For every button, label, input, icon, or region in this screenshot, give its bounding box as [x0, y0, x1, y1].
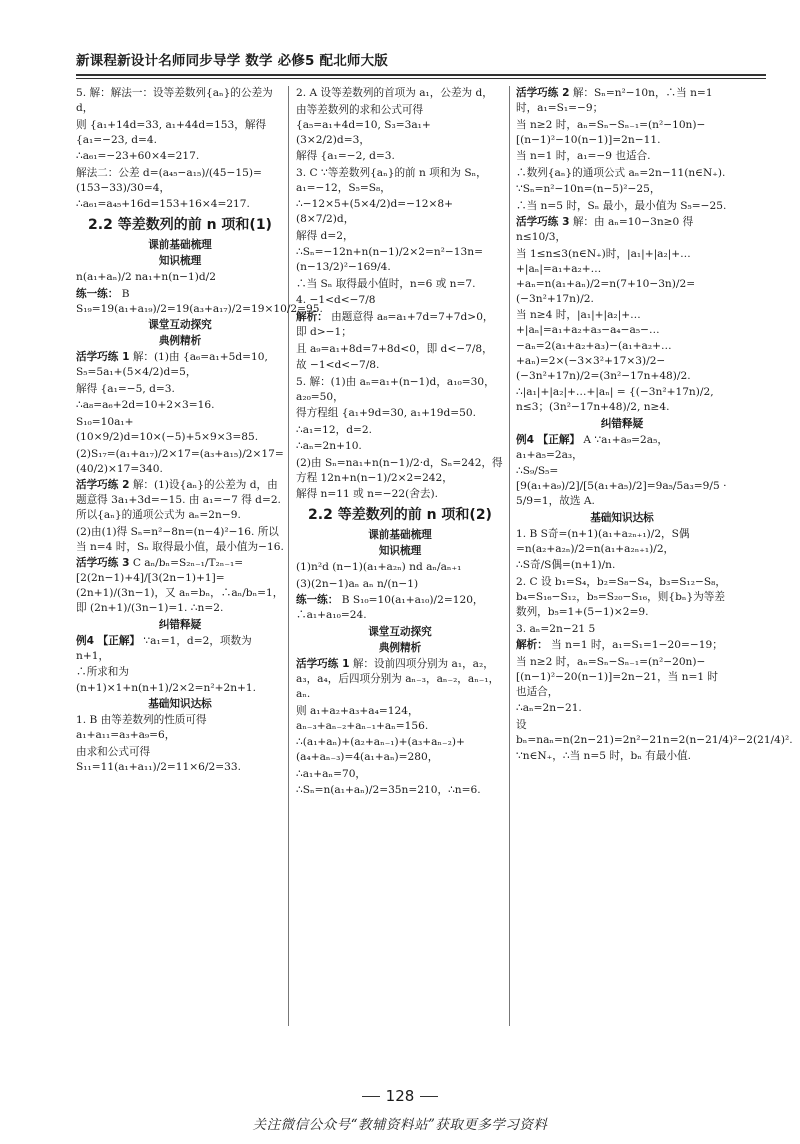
text-column-3 — [516, 86, 793, 1026]
paragraph — [516, 149, 728, 164]
paragraph — [516, 385, 728, 415]
paragraph — [296, 456, 504, 486]
paragraph-text: (3)(2n−1)aₙ aₙ n/(n−1) — [296, 577, 419, 590]
paragraph-text: ∴a₁=12，d=2. — [296, 423, 373, 436]
paragraph-text: (1)n²d (n−1)(a₁+a₂ₙ) nd aₙ/aₙ₊₁ — [296, 561, 462, 574]
paragraph — [516, 655, 728, 700]
paragraph-text: ∴−12×5+(5×4/2)d=−12×8+(8×7/2)d， — [296, 198, 454, 226]
paragraph — [296, 166, 504, 196]
paragraph-text: ∴aₙ=2n−21. — [516, 702, 582, 715]
subsection-heading: 基础知识达标 — [148, 698, 212, 711]
paragraph-text: 当 n≥2 时，aₙ=Sₙ−Sₙ₋₁=(n²−10n)−[(n−1)²−10(n−1)]=2n−11. — [516, 118, 706, 146]
paragraph-text: 解：(1)设{aₙ}的公差为 d，由题意得 3a₁+3d=−15. 由 a₁=−7 得 d=2. 所以{aₙ}的通项公式为 aₙ=2n−9. — [76, 479, 281, 522]
paragraph — [76, 415, 284, 445]
paragraph — [76, 745, 284, 775]
paragraph-text: B S₁₉=19(a₁+a₁₉)/2=19(a₃+a₁₇)/2=19×10/2=95. — [76, 287, 323, 315]
paragraph — [296, 197, 504, 227]
paragraph — [296, 103, 504, 148]
exercise-label: 活学巧练 3 — [76, 557, 130, 570]
paragraph — [296, 245, 504, 275]
paragraph-text: 且 a₉=a₁+8d=7+8d<0，即 d<−7/8， — [296, 342, 493, 355]
paragraph — [76, 478, 284, 523]
subsection-heading: 课前基础梳理 — [148, 239, 212, 252]
header-rule — [76, 74, 766, 76]
paragraph — [76, 713, 284, 743]
paragraph — [296, 593, 504, 623]
exercise-label: 活学巧练 3 — [516, 216, 570, 229]
paragraph — [516, 215, 728, 245]
paragraph-text: 设 bₙ=naₙ=n(2n−21)=2n²−21n=2(n−21/4)²−2(21/4)². — [516, 718, 793, 746]
paragraph-text: 3. C ∵等差数列{aₙ}的前 n 项和为 Sₙ，a₁=−12，S₅=S₈， — [296, 166, 487, 194]
exercise-label: 活学巧练 1 — [296, 657, 350, 670]
column-divider — [288, 86, 289, 1026]
header-rule-thin — [76, 78, 766, 79]
paragraph — [296, 487, 504, 502]
paragraph — [516, 247, 728, 307]
paragraph — [296, 86, 504, 101]
paragraph — [296, 735, 504, 765]
paragraph — [296, 342, 504, 357]
paragraph-text: ∴S奇/S偶=(n+1)/n. — [516, 559, 616, 572]
paragraph-text: 则 {a₁+14d=33, a₁+44d=153，解得 {a₁=−23, d=4. — [76, 118, 267, 146]
paragraph-text: 5. 解：(1)由 aₙ=a₁+(n−1)d，a₁₀=30，a₂₀=50， — [296, 375, 495, 403]
paragraph — [296, 577, 504, 592]
paragraph-text: 4. −1<d<−7/8 — [296, 294, 376, 307]
paragraph-text: 5. 解：解法一：设等差数列{aₙ}的公差为 d， — [76, 87, 273, 115]
exercise-label: 解析： — [516, 639, 548, 652]
paragraph-text: 解：由 aₙ=10−3n≥0 得 n≤10/3， — [516, 216, 694, 244]
paragraph-text: ∴数列{aₙ}的通项公式 aₙ=2n−11(n∈N₊). — [516, 166, 726, 179]
paragraph-text: ∴S₉/S₅=[9(a₁+a₉)/2]/[5(a₁+a₅)/2]=9a₅/5a₃=9/5 · 5/9=1，故选 A. — [516, 465, 727, 508]
paragraph — [516, 575, 728, 620]
paragraph-text: ∴aₙ=2n+10. — [296, 440, 362, 453]
paragraph-text: 当 n=1 时，a₁=−9 也适合. — [516, 150, 651, 163]
paragraph — [76, 118, 284, 148]
paragraph-text: ∴a₆₁=−23+60×4=217. — [76, 150, 200, 163]
paragraph — [296, 406, 504, 421]
paragraph-text: 解得 {a₁=−2, d=3. — [296, 150, 395, 163]
paragraph-text: ∴所求和为 (n+1)×1+n(n+1)/2×2=n²+2n+1. — [76, 666, 257, 694]
paragraph — [516, 527, 728, 557]
paragraph-text: ∴Sₙ=−12n+n(n−1)/2×2=n²−13n=(n−13/2)²−169/4. — [296, 246, 483, 274]
subsection-heading: 课堂互动探究 — [148, 319, 212, 332]
paragraph-text: ∴当 Sₙ 取得最小值时，n=6 或 n=7. — [296, 277, 476, 290]
paragraph — [296, 293, 504, 308]
subsection-heading: 纠错释疑 — [600, 417, 644, 430]
paragraph-text: 解：Sₙ=n²−10n，∴当 n=1 时，a₁=S₁=−9； — [516, 87, 713, 115]
paragraph-text: n(a₁+aₙ)/2 na₁+n(n−1)d/2 — [76, 271, 216, 284]
paragraph-text: ∴当 n=5 时，Sₙ 最小，最小值为 S₅=−25. — [516, 199, 727, 212]
subsection-heading: 课堂互动探究 — [368, 625, 432, 638]
paragraph-text: 2. C 设 b₁=S₄，b₂=S₈−S₄，b₃=S₁₂−S₈，b₄=S₁₆−S₁₂，b₅=S₂₀−S₁₆，则{bₙ}为等差数列，b₅=1+(5−1)×2=9. — [516, 575, 726, 619]
paragraph — [76, 556, 284, 616]
paragraph-text: ∵n∈N₊，∴当 n=5 时，bₙ 有最小值. — [516, 750, 692, 763]
paragraph-text: 2. A 设等差数列的首项为 a₁，公差为 d， — [296, 87, 493, 99]
subsection-heading: 基础知识达标 — [590, 511, 654, 524]
paragraph — [516, 638, 728, 653]
paragraph — [76, 287, 323, 317]
subsection-heading: 知识梳理 — [158, 255, 202, 268]
paragraph — [516, 701, 728, 716]
paragraph — [296, 657, 504, 702]
exercise-label: 例4 【正解】 — [76, 634, 141, 647]
exercise-label: 活学巧练 2 — [76, 479, 130, 492]
section-heading: 2.2 等差数列的前 n 项和(2) — [308, 507, 492, 524]
exercise-label: 练一练： — [76, 287, 119, 300]
paragraph — [76, 382, 284, 397]
page-number: 128 — [340, 1086, 460, 1107]
paragraph-text: 故 −1<d<−7/8. — [296, 359, 380, 372]
paragraph — [516, 308, 728, 383]
paragraph — [516, 182, 728, 197]
paragraph-text: 由等差数列的求和公式可得 {a₅=a₁+4d=10, S₃=3a₁+(3×2/2)d=3， — [296, 103, 431, 146]
exercise-label: 练一练： — [296, 594, 339, 607]
paragraph-text: 解法二：公差 d=(a₄₅−a₁₅)/(45−15)=(153−33)/30=4， — [76, 166, 262, 194]
paragraph-text: 由求和公式可得 S₁₁=11(a₁+a₁₁)/2=11×6/2=33. — [76, 745, 241, 773]
paragraph — [516, 749, 728, 764]
paragraph-text: (2)S₁₇=(a₁+a₁₇)/2×17=(a₃+a₁₅)/2×17=(40/2)×17=340. — [76, 447, 284, 475]
exercise-label: 活学巧练 1 — [76, 351, 130, 364]
paragraph — [76, 665, 284, 695]
paragraph-text: 得方程组 {a₁+9d=30, a₁+19d=50. — [296, 407, 476, 420]
paragraph — [296, 229, 504, 244]
paragraph — [296, 560, 504, 575]
subsection-heading: 纠错释疑 — [158, 618, 202, 631]
paragraph — [296, 375, 504, 405]
subsection-heading: 典例精析 — [158, 335, 202, 348]
paragraph-text: ∴Sₙ=n(a₁+aₙ)/2=35n=210，∴n=6. — [296, 784, 481, 797]
paragraph — [516, 118, 728, 148]
paragraph-text: S₁₀=10a₁+(10×9/2)d=10×(−5)+5×9×3=85. — [76, 415, 259, 443]
paragraph-text: 1. B 由等差数列的性质可得 a₁+a₁₁=a₃+a₉=6， — [76, 714, 207, 742]
paragraph — [296, 149, 504, 164]
paragraph-text: 解：(1)由 {a₆=a₁+5d=10, S₅=5a₁+(5×4/2)d=5， — [76, 351, 268, 379]
paragraph — [76, 270, 284, 285]
paragraph-text: 当 n≥2 时，aₙ=Sₙ−Sₙ₋₁=(n²−20n)−[(n−1)²−20(n−1)]=2n−21，当 n=1 时也适合， — [516, 655, 719, 698]
paragraph — [296, 358, 504, 373]
paragraph — [76, 86, 284, 116]
paragraph — [296, 439, 504, 454]
paragraph-text: 解得 n=11 或 n=−22(舍去). — [296, 488, 438, 501]
paragraph-text: ∴a₆₁=a₄₅+16d=153+16×4=217. — [76, 198, 250, 211]
paragraph — [296, 767, 504, 782]
paragraph — [296, 310, 504, 340]
paragraph-text: 解：设前四项分别为 a₁，a₂，a₃，a₄，后四项分别为 aₙ₋₃，aₙ₋₂，aₙ₋₁，aₙ. — [296, 657, 500, 700]
paragraph — [296, 277, 504, 292]
section-heading: 2.2 等差数列的前 n 项和(1) — [88, 217, 272, 234]
paragraph-text: 当 1≤n≤3(n∈N₊)时，|a₁|+|a₂|+…+|aₙ|=a₁+a₂+…+aₙ=n(a₁+aₙ)/2=n(7+10−3n)/2=(−3n²+17n)/2. — [516, 247, 696, 305]
paragraph-text: 3. aₙ=2n−21 5 — [516, 622, 596, 635]
paragraph — [516, 718, 793, 748]
paragraph-text: ∴(a₁+aₙ)+(a₂+aₙ₋₁)+(a₃+aₙ₋₂)+(a₄+aₙ₋₃)=4(a₁+aₙ)=280， — [296, 736, 465, 764]
exercise-label: 解析： — [296, 310, 328, 323]
subsection-heading: 知识梳理 — [378, 545, 422, 558]
paragraph — [76, 149, 284, 164]
paragraph — [76, 350, 284, 380]
paragraph-text: B S₁₀=10(a₁+a₁₀)/2=120，∴a₁+a₁₀=24. — [296, 594, 484, 622]
paragraph — [76, 398, 284, 413]
paragraph — [76, 447, 284, 477]
paragraph — [296, 783, 504, 798]
paragraph — [516, 433, 728, 463]
page-header: 新课程新设计名师同步导学 数学 必修5 配北师大版 — [76, 53, 388, 69]
paragraph — [76, 197, 284, 212]
handwritten-signature: 关注微信公众号“教辅资料站”获取更多学习资料 — [252, 1117, 548, 1133]
paragraph-text: C aₙ/bₙ=S₂ₙ₋₁/T₂ₙ₋₁=[2(2n−1)+4]/[3(2n−1)+1]=(2n+1)/(3n−1)，又 aₙ=bₙ，∴aₙ/bₙ=1，即 (2n+1)/(3n−1)=1. ∴n=2. — [76, 557, 284, 615]
paragraph — [76, 634, 284, 664]
column-divider — [509, 86, 510, 1026]
paragraph-text: 当 n=1 时，a₁=S₁=1−20=−19； — [551, 639, 723, 652]
paragraph — [516, 166, 728, 181]
paragraph — [76, 166, 284, 196]
paragraph — [516, 464, 728, 509]
subsection-heading: 典例精析 — [378, 641, 422, 654]
paragraph-text: ∴a₈=a₆+2d=10+2×3=16. — [76, 399, 215, 412]
paragraph-text: 解得 {a₁=−5, d=3. — [76, 382, 175, 395]
paragraph — [296, 704, 504, 734]
paragraph — [516, 86, 728, 116]
paragraph-text: ∴a₁+aₙ=70， — [296, 767, 367, 780]
exercise-label: 例4 【正解】 — [516, 433, 581, 446]
text-column-2 — [296, 86, 504, 1026]
paragraph-text: (2)由(1)得 Sₙ=n²−8n=(n−4)²−16. 所以当 n=4 时，Sₙ 取得最小值，最小值为−16. — [76, 525, 284, 553]
paragraph — [516, 199, 728, 214]
paragraph-text: 解得 d=2， — [296, 229, 354, 242]
paragraph-text: ∴|a₁|+|a₂|+…+|aₙ| = {(−3n²+17n)/2, n≤3；(3n²−17n+48)/2, n≥4. — [516, 386, 714, 414]
paragraph-text: 当 n≥4 时，|a₁|+|a₂|+…+|aₙ|=a₁+a₂+a₃−a₄−a₅−…−aₙ=2(a₁+a₂+a₃)−(a₁+a₂+…+aₙ)=2×(−3×3²+17×3)/2−(−3n²+17n)/2=(3n²−17n+48)/2. — [516, 309, 691, 382]
paragraph — [516, 558, 728, 573]
paragraph-text: 1. B S奇=(n+1)(a₁+a₂ₙ₊₁)/2，S偶=n(a₂+a₂ₙ)/2=n(a₁+a₂ₙ₊₁)/2， — [516, 527, 690, 555]
paragraph-text: ∵Sₙ=n²−10n=(n−5)²−25， — [516, 183, 661, 196]
paragraph-text: ∵a₁=1，d=2，项数为 n+1， — [76, 634, 252, 662]
paragraph — [296, 423, 504, 438]
paragraph-text: 则 a₁+a₂+a₃+a₄=124，aₙ₋₃+aₙ₋₂+aₙ₋₁+aₙ=156. — [296, 704, 429, 732]
exercise-label: 活学巧练 2 — [516, 87, 570, 99]
paragraph-text: (2)由 Sₙ=na₁+n(n−1)/2·d，Sₙ=242，得方程 12n+n(n−1)/2×2=242， — [296, 456, 503, 484]
subsection-heading: 课前基础梳理 — [368, 529, 432, 542]
paragraph — [76, 525, 284, 555]
paragraph — [516, 622, 728, 637]
paragraph-text: A ∵a₁+a₉=2a₅，a₁+a₅=2a₃， — [516, 433, 668, 461]
paragraph-text: 由题意得 a₈=a₁+7d=7+7d>0，即 d>−1； — [296, 310, 494, 338]
